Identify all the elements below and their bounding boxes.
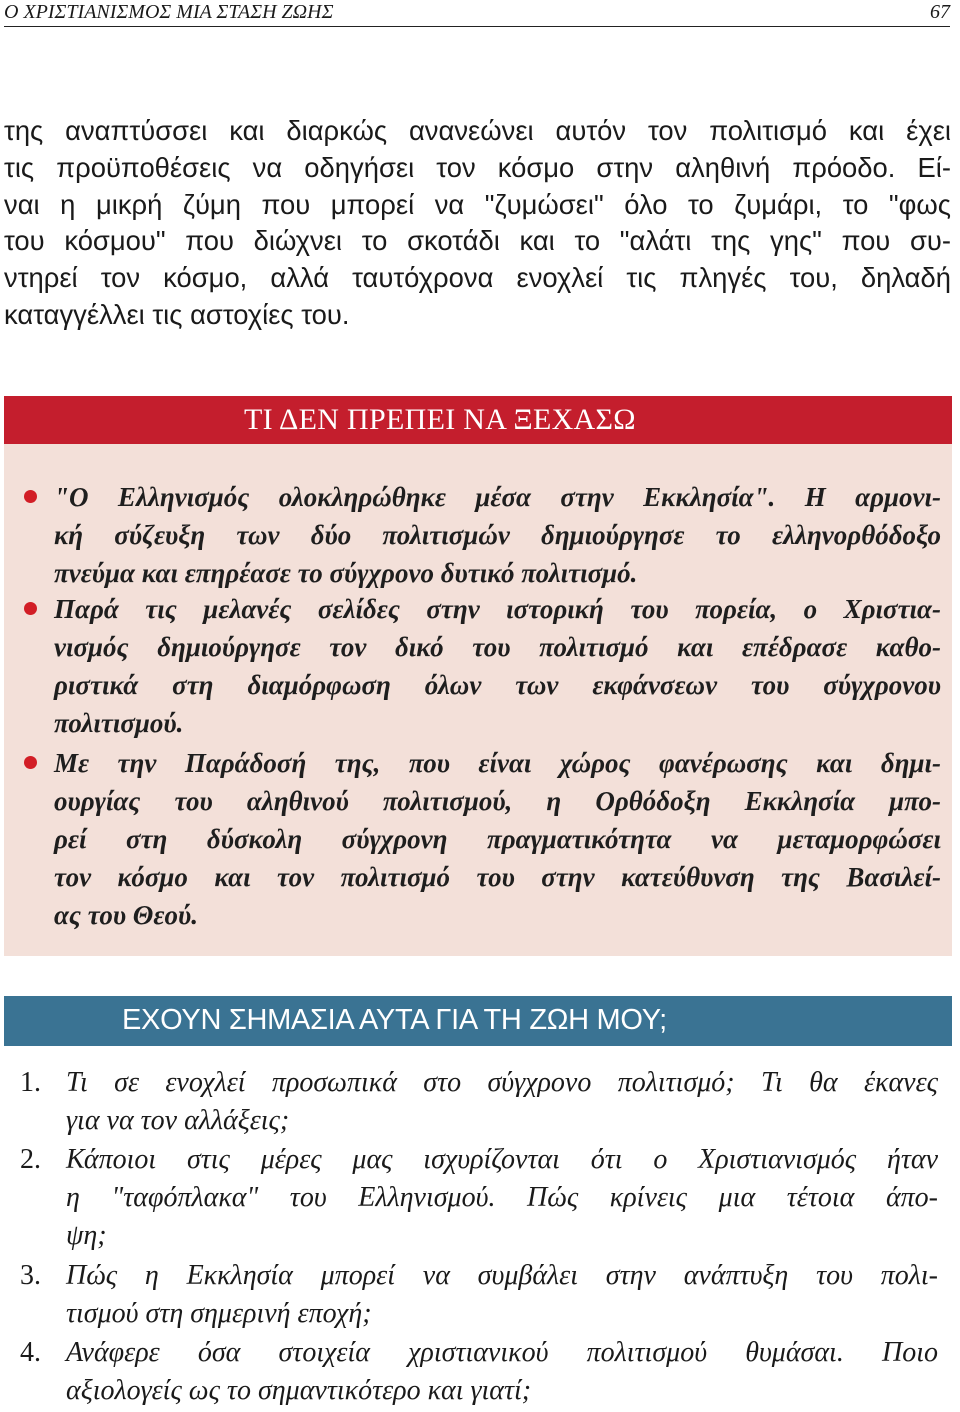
question-line: Κάποιοι στις μέρες μας ισχυρίζονται ότι ο Χριστιανισμός ήταν (66, 1144, 938, 1175)
intro-paragraph (4, 113, 951, 334)
paragraph-line: της αναπτύσσει και διαρκώς ανανεώνει αυτόν τον πολιτισμό και έχει (4, 115, 951, 146)
remember-box-header (4, 396, 952, 444)
question-number: 4. (20, 1337, 41, 1368)
paragraph-line: ντηρεί τον κόσμο, αλλά ταυτόχρονα ενοχλεί τις πληγές του, δηλαδή (4, 262, 951, 294)
bullet-dot-icon (24, 756, 37, 769)
question-line: για να τον αλλάξεις; (66, 1105, 290, 1136)
paragraph-line: ναι η μικρή ζύμη που μπορεί να "ζυμώσει" όλο το ζυμάρι, το "φως (4, 188, 951, 220)
bullet-dot-icon (24, 490, 37, 503)
question-line: αξιολογείς ως το σημαντικότερο και γιατί; (66, 1375, 532, 1406)
question-line: Πώς η Εκκλησία μπορεί να συμβάλει στην ανάπτυξη του πολι- (66, 1260, 938, 1291)
remember-box (4, 396, 952, 956)
page-number: 67 (930, 1, 950, 23)
header-rule (4, 26, 950, 27)
bullet-line: νισμός δημιούργησε τον δικό του πολιτισμό και επέδρασε καθο- (54, 632, 941, 662)
question-line: Ανάφερε όσα στοιχεία χριστιανικού πολιτισμού θυμάσαι. Ποιο (66, 1337, 938, 1368)
question-number: 3. (20, 1260, 41, 1291)
bullet-line: ριστικά στη διαμόρφωση όλων των εκφάνσεων του σύγχρονου (54, 670, 941, 700)
bullet-line: ρεί στη δύσκολη σύγχρονη πραγματικότητα να μεταμορφώσει (54, 824, 941, 854)
bullet-line: Με την Παράδοσή της, που είναι χώρος φανέρωσης και δημι- (54, 748, 941, 778)
bullet-text (54, 478, 941, 592)
question-text (66, 1334, 938, 1410)
paragraph-line: τις προϋποθέσεις να οδηγήσει τον κόσμο στην αληθινή πρόοδο. Εί- (4, 151, 951, 183)
question-line: η "ταφόπλακα" του Ελληνισμού. Πώς κρίνεις μια τέτοια άπο- (66, 1182, 938, 1213)
bullet-text (54, 590, 941, 742)
question-text (66, 1141, 938, 1255)
bullet-line: κή σύζευξη των δύο πολιτισμών δημιούργησε το ελληνορθόδοξο (54, 520, 941, 550)
bullet-line: ουργίας του αληθινού πολιτισμού, η Ορθόδοξη Εκκλησία μπο- (54, 786, 941, 816)
question-line: ψη; (66, 1220, 107, 1251)
bullet-dot-icon (24, 602, 37, 615)
bullet-line: Παρά τις μελανές σελίδες στην ιστορική του πορεία, ο Χριστια- (54, 594, 941, 624)
bullet-text (54, 744, 941, 934)
question-text (66, 1064, 938, 1140)
running-title: Ο ΧΡΙΣΤΙΑΝΙΣΜΟΣ ΜΙΑ ΣΤΑΣΗ ΖΩΗΣ (4, 1, 334, 23)
question-number: 2. (20, 1144, 41, 1175)
running-header (4, 0, 950, 24)
paragraph-line: του κόσμου" που διώχνει το σκοτάδι και το "αλάτι της γης" που συ- (4, 225, 951, 257)
bullet-line: τον κόσμο και τον πολιτισμό του στην κατεύθυνση της Βασιλεί- (54, 862, 941, 892)
bullet-line: πολιτισμού. (54, 708, 184, 738)
bullet-line: ας του Θεού. (54, 900, 198, 930)
question-number: 1. (20, 1067, 41, 1098)
questions-box-title: ΕΧΟΥΝ ΣΗΜΑΣΙΑ ΑΥΤΑ ΓΙΑ ΤΗ ΖΩΗ ΜΟΥ; (122, 1004, 667, 1036)
questions-box-header (4, 996, 952, 1046)
paragraph-line: καταγγέλλει τις αστοχίες του. (4, 298, 350, 330)
bullet-line: πνεύμα και επηρέασε το σύγχρονο δυτικό πολιτισμό. (54, 558, 638, 588)
question-line: Τι σε ενοχλεί προσωπικά στο σύγχρονο πολιτισμό; Τι θα έκανες (66, 1067, 938, 1098)
remember-box-title: ΤΙ ΔΕΝ ΠΡΕΠΕΙ ΝΑ ΞΕΧΑΣΩ (244, 403, 636, 436)
question-line: τισμού στη σημερινή εποχή; (66, 1298, 372, 1329)
question-text (66, 1257, 938, 1333)
bullet-line: "Ο Ελληνισμός ολοκληρώθηκε μέσα στην Εκκλησία". Η αρμονι- (54, 482, 941, 512)
